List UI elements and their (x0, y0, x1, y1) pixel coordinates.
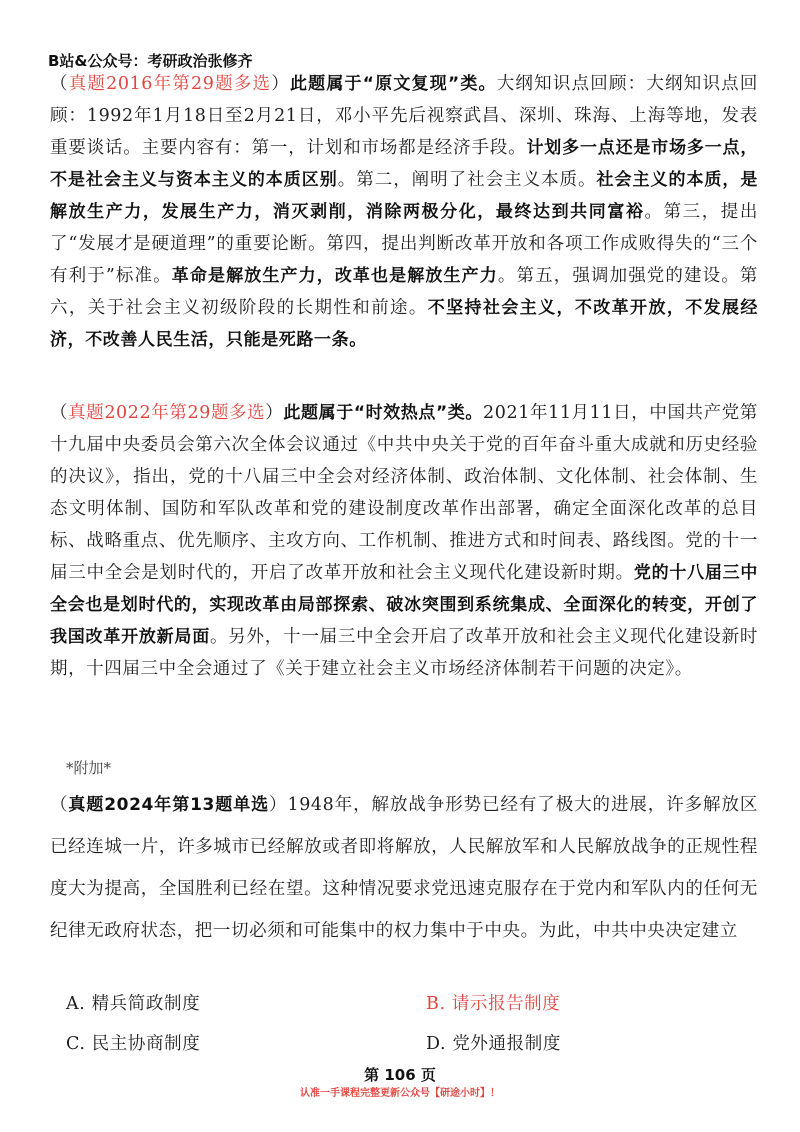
question-tag-open: （ (50, 403, 69, 423)
highlight-text: 革命是解放生产力，改革也是解放生产力 (171, 266, 498, 286)
question-tag-open: （ (50, 74, 69, 94)
category-label: 时效热点 (365, 403, 437, 423)
highlight-text: 党的十八届三中全会也是划时代的，实现改革由局部探索、破冰突围到系统集成、全面深化的转变，开创了我国改革开放新局面 (50, 563, 759, 647)
category-label: 原文复现 (374, 74, 448, 94)
question-text: 1948年，解放战争形势已经有了极大的进展，许多解放区已经连城一片，许多城市已经解放或者即将解放，人民解放军和人民解放战争的正规性程度大为提高，全国胜利已经在望。这种情况要求党迅速克服存在于党内和军队内的任何无纪律无政府状态，把一切必须和可能集中的权力集中于中央。为此，中共中央决定建立 (50, 795, 758, 941)
category-lead-end: ”类。 (447, 74, 497, 94)
question-tag-close: ） (269, 795, 288, 815)
option-a: A. 精兵简政制度 (66, 994, 201, 1014)
footer-notice: 认准一手课程完整更新公众号【研途小时】！ (300, 1088, 500, 1099)
question-tag-close: ） (271, 74, 290, 94)
body-text: 。另外，十一届三中全会开启了改革开放和社会主义现代化建设新时期，十四届三中全会通过了《关于建立社会主义市场经济体制若干问题的决定》。 (50, 627, 758, 679)
option-d: D. 党外通报制度 (426, 1034, 561, 1054)
body-text: 。第二，阐明了社会主义本质。 (337, 170, 597, 190)
option-b-answer: B. 请示报告制度 (426, 994, 561, 1014)
highlight-text: 不坚持社会主义，不改革开放，不发展经济，不改善人民生活，只能是死路一条。 (50, 298, 758, 350)
paragraph-2022-q29 (50, 397, 758, 685)
category-lead-end: ”类。 (436, 403, 484, 423)
paragraph-2016-q29 (50, 68, 758, 356)
body-text: 。第五，强调加强党的建设。第六，关于社会主义初级阶段的长期性和前途。 (50, 266, 758, 318)
body-text: 大纲知识点回顾：大纲知识点回顾：1992年1月18日至2月21日，邓小平先后视察武昌、深圳、珠海、上海等地，发表重要谈话。主要内容有：第一，计划和市场都是经济手段。 (50, 74, 758, 158)
question-tag: 真题2016年第29题多选 (68, 74, 272, 94)
category-lead: 此题属于“ (283, 403, 366, 423)
question-tag-open: （ (50, 795, 69, 815)
body-text: 2021年11月11日，中国共产党第十九届中央委员会第六次全体会议通过《中共中央关于党的百年奋斗重大成就和历史经验的决议》，指出，党的十八届三中全会对经济体制、政治体制、文化体制、社会体制、生态文明体制、国防和军队改革和党的建设制度改革作出部署，确定全面深化改革的总目标、战略重点、优先顺序、主攻方向、工作机制、推进方式和时间表、路线图。党的十一届三中全会是划时代的，开启了改革开放和社会主义现代化建设新时期。 (50, 403, 758, 583)
option-c: C. 民主协商制度 (66, 1034, 201, 1054)
question-tag: 真题2024年第13题单选 (68, 795, 270, 815)
body-text: 。第三，提出了“发展才是硬道理”的重要论断。第四，提出判断改革开放和各项工作成败得失的“三个有利于”标准。 (50, 202, 758, 286)
highlight-text: 计划多一点还是市场多一点，不是社会主义与资本主义的本质区别 (50, 138, 758, 190)
paragraph-2024-q13 (50, 784, 758, 952)
category-lead: 此题属于“ (289, 74, 375, 94)
highlight-text: 社会主义的本质，是解放生产力，发展生产力，消灭剥削，消除两极分化，最终达到共同富裕 (50, 170, 759, 222)
header-source: B站&公众号：考研政治张修齐 (48, 52, 253, 70)
question-tag: 真题2022年第29题多选 (68, 403, 266, 423)
appendix-label: *附加* (66, 759, 112, 777)
page-number: 第 106 页 (364, 1066, 436, 1084)
question-tag-close: ） (265, 403, 284, 423)
